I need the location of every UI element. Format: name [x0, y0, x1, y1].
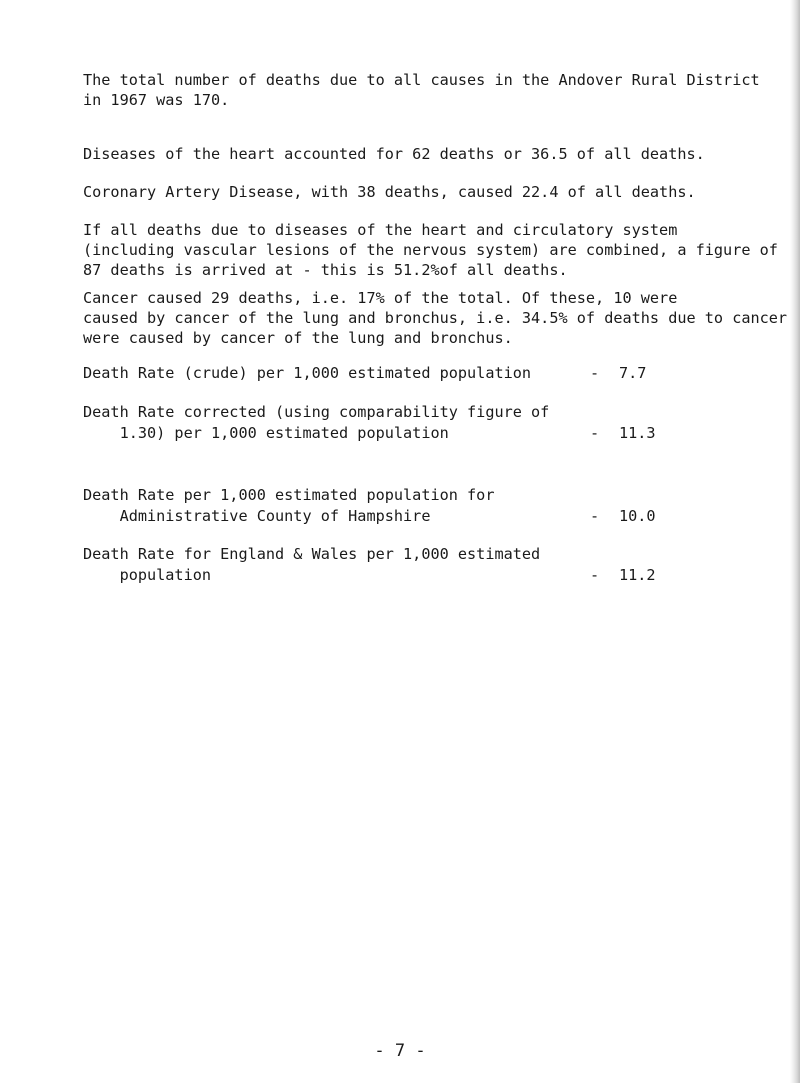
death-rate-value: 7.7 — [619, 364, 647, 382]
scan-edge-shadow — [790, 0, 800, 1083]
death-rate-label: Death Rate per 1,000 estimated population for Administrative County of Hampshire — [83, 486, 495, 525]
death-rate-value: 11.2 — [619, 566, 656, 584]
paragraph-heart-disease: Diseases of the heart accounted for 62 deaths or 36.5 of all deaths. — [83, 145, 705, 163]
death-rate-label: Death Rate for England & Wales per 1,000 estimated population — [83, 545, 541, 584]
paragraph-total-deaths: The total number of deaths due to all causes in the Andover Rural District in 1967 was 170. — [83, 71, 760, 109]
death-rate-dash: - — [590, 566, 600, 584]
death-rate-row-england-wales — [83, 544, 723, 588]
page-number: - 7 - — [374, 1041, 426, 1061]
death-rate-dash: - — [590, 364, 600, 382]
death-rate-value: 10.0 — [619, 507, 656, 525]
death-rate-value: 11.3 — [619, 424, 656, 442]
paragraph-coronary-artery: Coronary Artery Disease, with 38 deaths, caused 22.4 of all deaths. — [83, 183, 696, 201]
paragraph-cancer: Cancer caused 29 deaths, i.e. 17% of the total. Of these, 10 were caused by cancer of the lung and bronchus, i.e. 34.5% of deaths due to cancer were caused by cancer of the lung and bronchus. — [83, 289, 788, 347]
death-rate-row-hampshire — [83, 485, 723, 529]
paragraph-circulatory-combined: If all deaths due to diseases of the heart and circulatory system (including vascular lesions of the nervous system) are combined, a figure of 87 deaths is arrived at - this is 51.2%of all deaths. — [83, 221, 778, 279]
death-rate-label: Death Rate corrected (using comparability figure of 1.30) per 1,000 estimated population — [83, 403, 550, 442]
death-rate-label: Death Rate (crude) per 1,000 estimated population — [83, 364, 532, 382]
death-rate-row-corrected — [83, 402, 723, 446]
death-rate-dash: - — [590, 507, 600, 525]
death-rate-dash: - — [590, 424, 600, 442]
death-rate-row-crude — [83, 363, 723, 385]
